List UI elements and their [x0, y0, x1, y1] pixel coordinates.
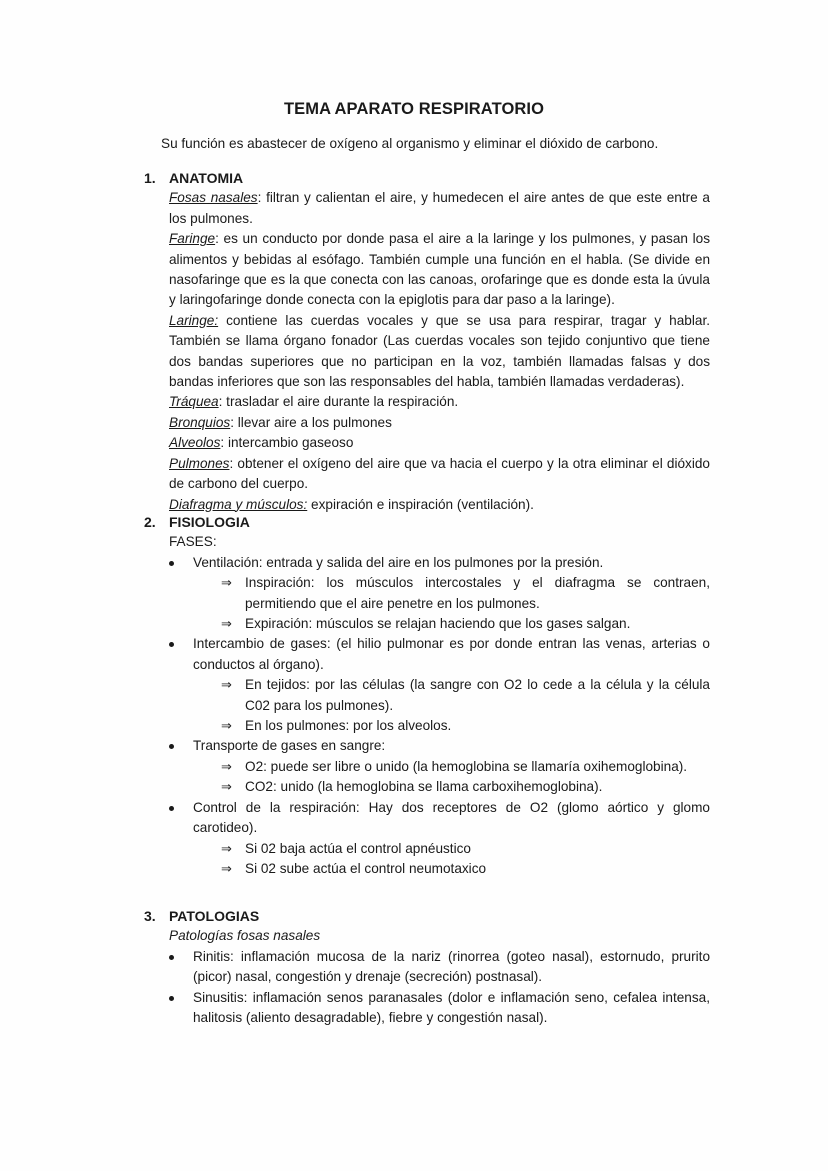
definition: es un conducto por donde pasa el aire a la laringe y los pulmones, y pasan los alimentos y bebidas al esófago. También cumple una función en el habla. (Se divide en nasofaringe que es la que conecta con las canoas, orofaringe que es donde esta la úvula y laringofaringe donde conecta con la epiglotis para dar paso a la laringe). [169, 231, 710, 308]
document-intro: Su función es abastecer de oxígeno al organismo y eliminar el dióxido de carbono. [161, 136, 659, 151]
section-title: FISIOLOGIA [169, 514, 250, 530]
sub-item [221, 757, 710, 777]
bullet-text: Transporte de gases en sangre: [193, 738, 386, 754]
bullet-icon [166, 634, 193, 675]
sub-item [221, 839, 710, 859]
sub-item-text: CO2: unido (la hemoglobina se llama carboxihemoglobina). [245, 779, 603, 795]
sub-item-text: Si 02 baja actúa el control apnéustico [245, 840, 471, 856]
double-arrow-icon: ⇒ [221, 860, 232, 876]
separator: : [257, 190, 262, 206]
anatomy-entry-alveolos [169, 433, 710, 453]
separator: : [220, 435, 225, 451]
separator: : [218, 394, 223, 410]
bullet-item [166, 988, 710, 1029]
bullet-item [166, 553, 710, 573]
sub-item [221, 859, 710, 879]
anatomy-entry-laringe [169, 311, 710, 393]
term: Diafragma y músculos: [169, 496, 308, 512]
section-number: 2. [144, 514, 156, 530]
double-arrow-icon: ⇒ [221, 779, 232, 795]
bullet-icon [166, 553, 193, 573]
sub-item [221, 675, 710, 716]
term: Alveolos [169, 435, 221, 451]
bullet-item [166, 947, 710, 988]
term: Tráquea [169, 394, 219, 410]
sub-item-text: O2: puede ser libre o unido (la hemoglobina se llamaría oxihemoglobina). [245, 758, 688, 774]
anatomy-entry-faringe [169, 229, 710, 311]
bullet-icon [166, 736, 193, 756]
sub-item [221, 716, 710, 736]
sub-item-text: Si 02 sube actúa el control neumotaxico [245, 860, 487, 876]
bullet-icon [166, 798, 193, 839]
bullet-text: Control de la respiración: Hay dos receptores de O2 (glomo aórtico y glomo carotideo). [193, 799, 710, 836]
section-title: ANATOMIA [169, 170, 244, 186]
bullet-item [166, 736, 710, 756]
bullet-icon [166, 988, 193, 1029]
anatomy-entry-traquea [169, 392, 710, 412]
term: Fosas nasales [169, 190, 258, 206]
document-title: TEMA APARATO RESPIRATORIO [283, 100, 545, 118]
double-arrow-icon: ⇒ [221, 718, 232, 734]
term: Laringe: [169, 312, 219, 328]
bullet-item [166, 634, 710, 675]
separator: : [229, 455, 234, 471]
definition: intercambio gaseoso [224, 435, 354, 451]
sub-item-text: En los pulmones: por los alveolos. [245, 718, 452, 734]
section-heading [144, 168, 710, 188]
double-arrow-icon: ⇒ [221, 758, 232, 774]
double-arrow-icon: ⇒ [221, 575, 232, 591]
separator: : [230, 414, 234, 430]
section-fisiologia [144, 512, 710, 879]
section-patologias [144, 906, 710, 1028]
anatomy-entry-bronquios [169, 413, 710, 433]
double-arrow-icon: ⇒ [221, 677, 232, 693]
sub-item [221, 614, 710, 634]
bullet-text: Ventilación: entrada y salida del aire en los pulmones por la presión. [193, 554, 604, 570]
anatomy-entry-fosas-nasales [169, 188, 710, 229]
separator: : [215, 231, 219, 247]
double-arrow-icon: ⇒ [221, 616, 232, 632]
section-heading [144, 906, 710, 926]
sub-item-text: Expiración: músculos se relajan haciendo que los gases salgan. [245, 616, 631, 632]
term: Faringe [169, 231, 216, 247]
anatomy-entry-pulmones [169, 454, 710, 495]
bullet-text: Rinitis: inflamación mucosa de la nariz (rinorrea (goteo nasal), estornudo, prurito (picor) nasal, congestión y drenaje (secreción) postnasal). [193, 948, 710, 985]
sub-item [221, 777, 710, 797]
definition: trasladar el aire durante la respiración. [222, 394, 459, 410]
definition: llevar aire a los pulmones [234, 414, 392, 430]
section-title: PATOLOGIAS [169, 908, 260, 924]
definition: contiene las cuerdas vocales y que se usa para respirar, tragar y hablar. También se llama órgano fonador (Las cuerdas vocales son tejido conjuntivo que tiene dos bandas superiores que no participan en la voz, también llamadas falsas y dos bandas inferiores que son las responsables del habla, también llamadas verdaderas). [169, 312, 710, 390]
bullet-item [166, 798, 710, 839]
term: Bronquios [169, 414, 231, 430]
bullet-text: Sinusitis: inflamación senos paranasales (dolor e inflamación seno, cefalea intensa, halitosis (aliento desagradable), fiebre y congestión nasal). [193, 989, 710, 1026]
definition: expiración e inspiración (ventilación). [307, 496, 534, 512]
section-number: 1. [144, 170, 156, 186]
section-label: FASES: [169, 534, 217, 550]
definition: obtener el oxígeno del aire que va hacia el cuerpo y la otra eliminar el dióxido de carbono del cuerpo. [169, 455, 710, 492]
term: Pulmones [169, 455, 230, 471]
section-number: 3. [144, 908, 156, 924]
sub-item [221, 573, 710, 614]
section-subheading: Patologías fosas nasales [169, 928, 321, 944]
definition: filtran y calientan el aire, y humedecen el aire antes de que este entre a los pulmones. [169, 190, 710, 226]
bullet-text: Intercambio de gases: (el hilio pulmonar es por donde entran las venas, arterias o conductos al órgano). [193, 636, 710, 672]
sub-item-text: En tejidos: por las células (la sangre con O2 lo cede a la célula y la célula C02 para los pulmones). [245, 677, 710, 713]
section-anatomia [144, 168, 710, 515]
double-arrow-icon: ⇒ [221, 840, 232, 856]
section-heading [144, 512, 710, 532]
bullet-icon [166, 947, 193, 988]
sub-item-text: Inspiración: los músculos intercostales y el diafragma se contraen, permitiendo que el aire penetre en los pulmones. [245, 575, 710, 611]
